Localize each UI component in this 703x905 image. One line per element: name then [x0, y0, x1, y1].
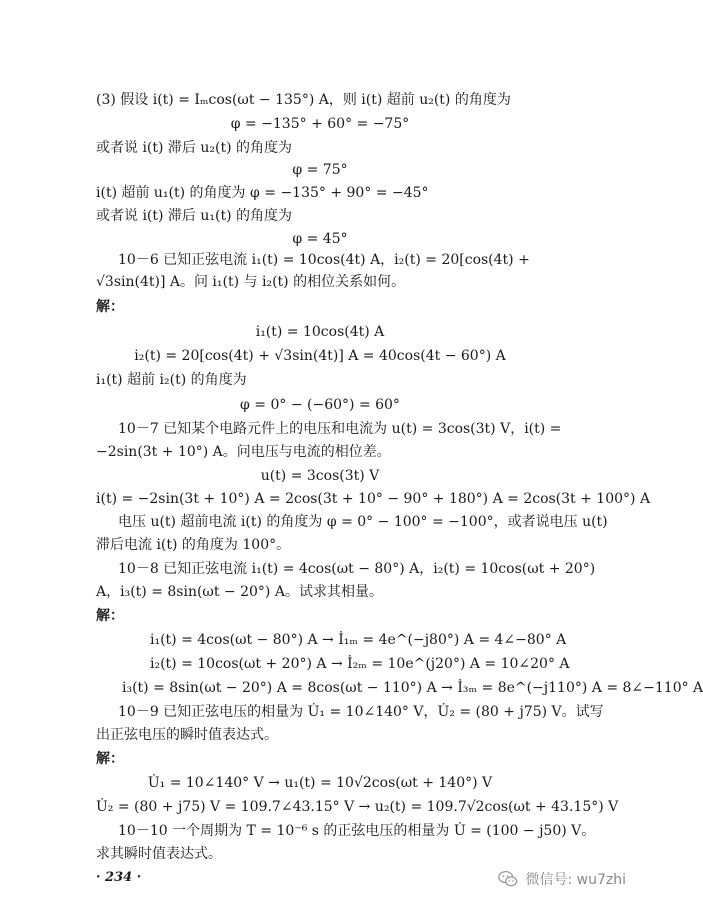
- problem-10-9-statement: 10－9 已知正弦电压的相量为 U̇₁ = 10∠140° V，U̇₂ = (80 + j75) V。试写: [118, 704, 604, 720]
- solution-label: 解：: [96, 299, 124, 315]
- text-line: 求其瞬时值表达式。: [96, 846, 222, 862]
- equation: i₃(t) = 8sin(ωt − 20°) A = 8cos(ωt − 110°) A → İ₃ₘ = 8e^(−j110°) A = 8∠−110° A: [122, 680, 703, 696]
- watermark: [497, 866, 626, 892]
- watermark-text: 微信号: wu7zhi: [525, 872, 626, 888]
- text-line: 出正弦电压的瞬时值表达式。: [96, 727, 278, 743]
- equation: i(t) = −2sin(3t + 10°) A = 2cos(3t + 10° − 90° + 180°) A = 2cos(3t + 100°) A: [96, 491, 651, 507]
- solution-label: 解：: [96, 608, 124, 624]
- problem-10-6-statement: 10－6 已知正弦电流 i₁(t) = 10cos(4t) A，i₂(t) = 20[cos(4t) +: [118, 252, 530, 268]
- text-line: (3) 假设 i(t) = Iₘcos(ωt − 135°) A，则 i(t) 超前 u₂(t) 的角度为: [96, 92, 511, 108]
- equation: φ = 0° − (−60°) = 60°: [240, 397, 400, 413]
- text-line: 或者说 i(t) 滞后 u₂(t) 的角度为: [96, 140, 293, 156]
- problem-10-7-statement: 10－7 已知某个电路元件上的电压和电流为 u(t) = 3cos(3t) V，i(t) =: [118, 421, 562, 437]
- equation: φ = 75°: [292, 162, 348, 178]
- equation: i₁(t) = 10cos(4t) A: [255, 324, 385, 340]
- equation: i₁(t) = 4cos(ωt − 80°) A → İ₁ₘ = 4e^(−j80°) A = 4∠−80° A: [150, 632, 567, 648]
- text-line: A，i₃(t) = 8sin(ωt − 20°) A。试求其相量。: [96, 584, 383, 600]
- wechat-icon: [497, 868, 519, 890]
- text-line: i₁(t) 超前 i₂(t) 的角度为: [96, 372, 247, 388]
- page-number: · 234 ·: [96, 870, 142, 885]
- problem-10-8-statement: 10－8 已知正弦电流 i₁(t) = 4cos(ωt − 80°) A，i₂(t) = 10cos(ωt + 20°): [118, 561, 596, 577]
- equation: U̇₁ = 10∠140° V → u₁(t) = 10√2cos(ωt + 140°) V: [147, 775, 493, 791]
- equation: i₂(t) = 10cos(ωt + 20°) A → İ₂ₘ = 10e^(j20°) A = 10∠20° A: [150, 656, 570, 672]
- equation: φ = −135° + 60° = −75°: [230, 116, 410, 132]
- text-line: 滞后电流 i(t) 的角度为 100°。: [96, 537, 291, 553]
- text-line: 或者说 i(t) 滞后 u₁(t) 的角度为: [96, 208, 293, 224]
- equation: U̇₂ = (80 + j75) V = 109.7∠43.15° V → u₂(t) = 109.7√2cos(ωt + 43.15°) V: [96, 799, 619, 815]
- text-line: √3sin(4t)] A。问 i₁(t) 与 i₂(t) 的相位关系如何。: [96, 274, 406, 290]
- text-line: i(t) 超前 u₁(t) 的角度为 φ = −135° + 90° = −45°: [96, 185, 429, 201]
- text-line: 电压 u(t) 超前电流 i(t) 的角度为 φ = 0° − 100° = −100°，或者说电压 u(t): [118, 514, 608, 530]
- equation: φ = 45°: [292, 231, 348, 247]
- problem-10-10-statement: 10－10 一个周期为 T = 10⁻⁶ s 的正弦电压的相量为 U̇ = (100 − j50) V。: [118, 823, 596, 839]
- equation: u(t) = 3cos(3t) V: [260, 468, 380, 484]
- solution-label: 解：: [96, 751, 124, 767]
- text-line: −2sin(3t + 10°) A。问电压与电流的相位差。: [96, 444, 391, 460]
- equation: i₂(t) = 20[cos(4t) + √3sin(4t)] A = 40cos(4t − 60°) A: [134, 348, 506, 364]
